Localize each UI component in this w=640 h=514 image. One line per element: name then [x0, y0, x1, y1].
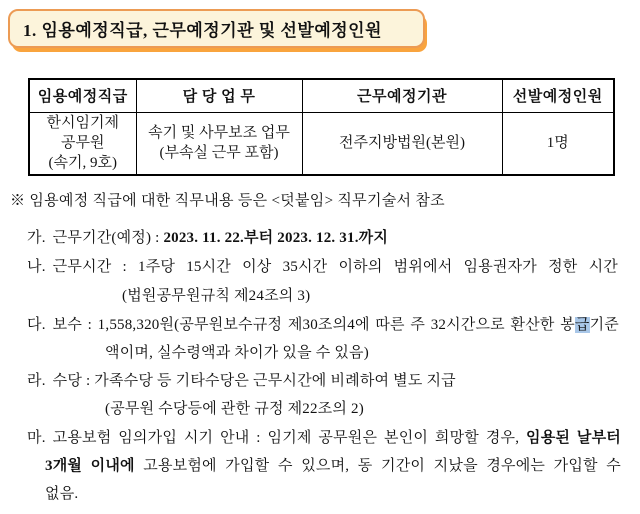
- cell-duty: [136, 112, 302, 175]
- item-ma-line3: 없음.: [45, 486, 79, 502]
- duty-line1: 속기 및 사무보조 업무: [148, 125, 290, 142]
- section-title: 1. 임용예정직급, 근무예정기관 및 선발예정인원: [23, 21, 383, 40]
- cell-headcount: 1명: [502, 112, 614, 175]
- item-na-text1: 근무시간 : 1주당 15시간 이상 35시간 이하의 범위에서 임용권자가 정한 시간: [52, 259, 618, 275]
- item-da-search-highlight: 급: [574, 317, 590, 333]
- item-ga-text: 근무기간(예정) :: [52, 230, 164, 246]
- grade-line1: 한시임기제: [46, 115, 119, 132]
- table-header-row: [29, 79, 614, 112]
- table-row: [29, 112, 614, 175]
- item-ra-text1: 수당 : 가족수당 등 기타수당은 근무시간에 비례하여 별도 지급: [52, 373, 456, 389]
- item-da-line2: 액이며, 실수령액과 차이가 있을 수 있음): [105, 345, 369, 361]
- item-na-marker: 나.: [27, 259, 46, 275]
- item-ga-bold-dates: 2023. 11. 22.부터 2023. 12. 31.까지: [163, 230, 389, 246]
- item-na-line1: [27, 255, 618, 276]
- item-ma-bold1: 임용된 날부터: [526, 430, 621, 446]
- item-ra-marker: 라.: [27, 373, 46, 389]
- item-ra-line2: (공무원 수당등에 관한 규정 제22조의 2): [105, 401, 364, 417]
- position-table: [28, 78, 615, 176]
- col-header-grade: 임용예정직급: [29, 79, 136, 112]
- reference-note: ※ 임용예정 직급에 대한 직무내용 등은 <덧붙임> 직무기술서 참조: [10, 193, 445, 209]
- duty-line2: (부속실 근무 포함): [159, 145, 279, 162]
- item-ga-line1: [27, 226, 388, 247]
- item-ma-line1: [27, 426, 621, 447]
- item-da-line1: [27, 313, 619, 334]
- col-header-institution: 근무예정기관: [302, 79, 502, 112]
- cell-institution: 전주지방법원(본원): [302, 112, 502, 175]
- item-da-text1-post: 기준: [589, 317, 619, 333]
- item-ma-bold2: 3개월 이내에: [45, 458, 135, 474]
- item-ga-marker: 가.: [27, 230, 46, 246]
- item-ma-text2: 고용보험에 가입할 수 있으며, 동 기간이 지났을 경우에는 가입할 수: [134, 458, 621, 474]
- grade-line3: (속기, 9호): [48, 155, 117, 172]
- item-ma-line2: [45, 454, 621, 475]
- item-ma-text1: 고용보험 임의가입 시기 안내 : 임기제 공무원은 본인이 희망할 경우,: [52, 430, 527, 446]
- grade-line2: 공무원: [61, 135, 105, 152]
- section-title-box: [8, 9, 425, 48]
- col-header-duty: 담 당 업 무: [136, 79, 302, 112]
- item-ma-marker: 마.: [27, 430, 46, 446]
- col-header-headcount: 선발예정인원: [502, 79, 614, 112]
- item-na-line2: (법원공무원규칙 제24조의 3): [122, 288, 311, 304]
- cell-grade: [29, 112, 136, 175]
- item-ra-line1: [27, 369, 456, 390]
- item-da-text1: 보수 : 1,558,320원(공무원보수규정 제30조의4에 따른 주 32시간으로 환산한 봉: [52, 317, 575, 333]
- item-da-marker: 다.: [27, 317, 46, 333]
